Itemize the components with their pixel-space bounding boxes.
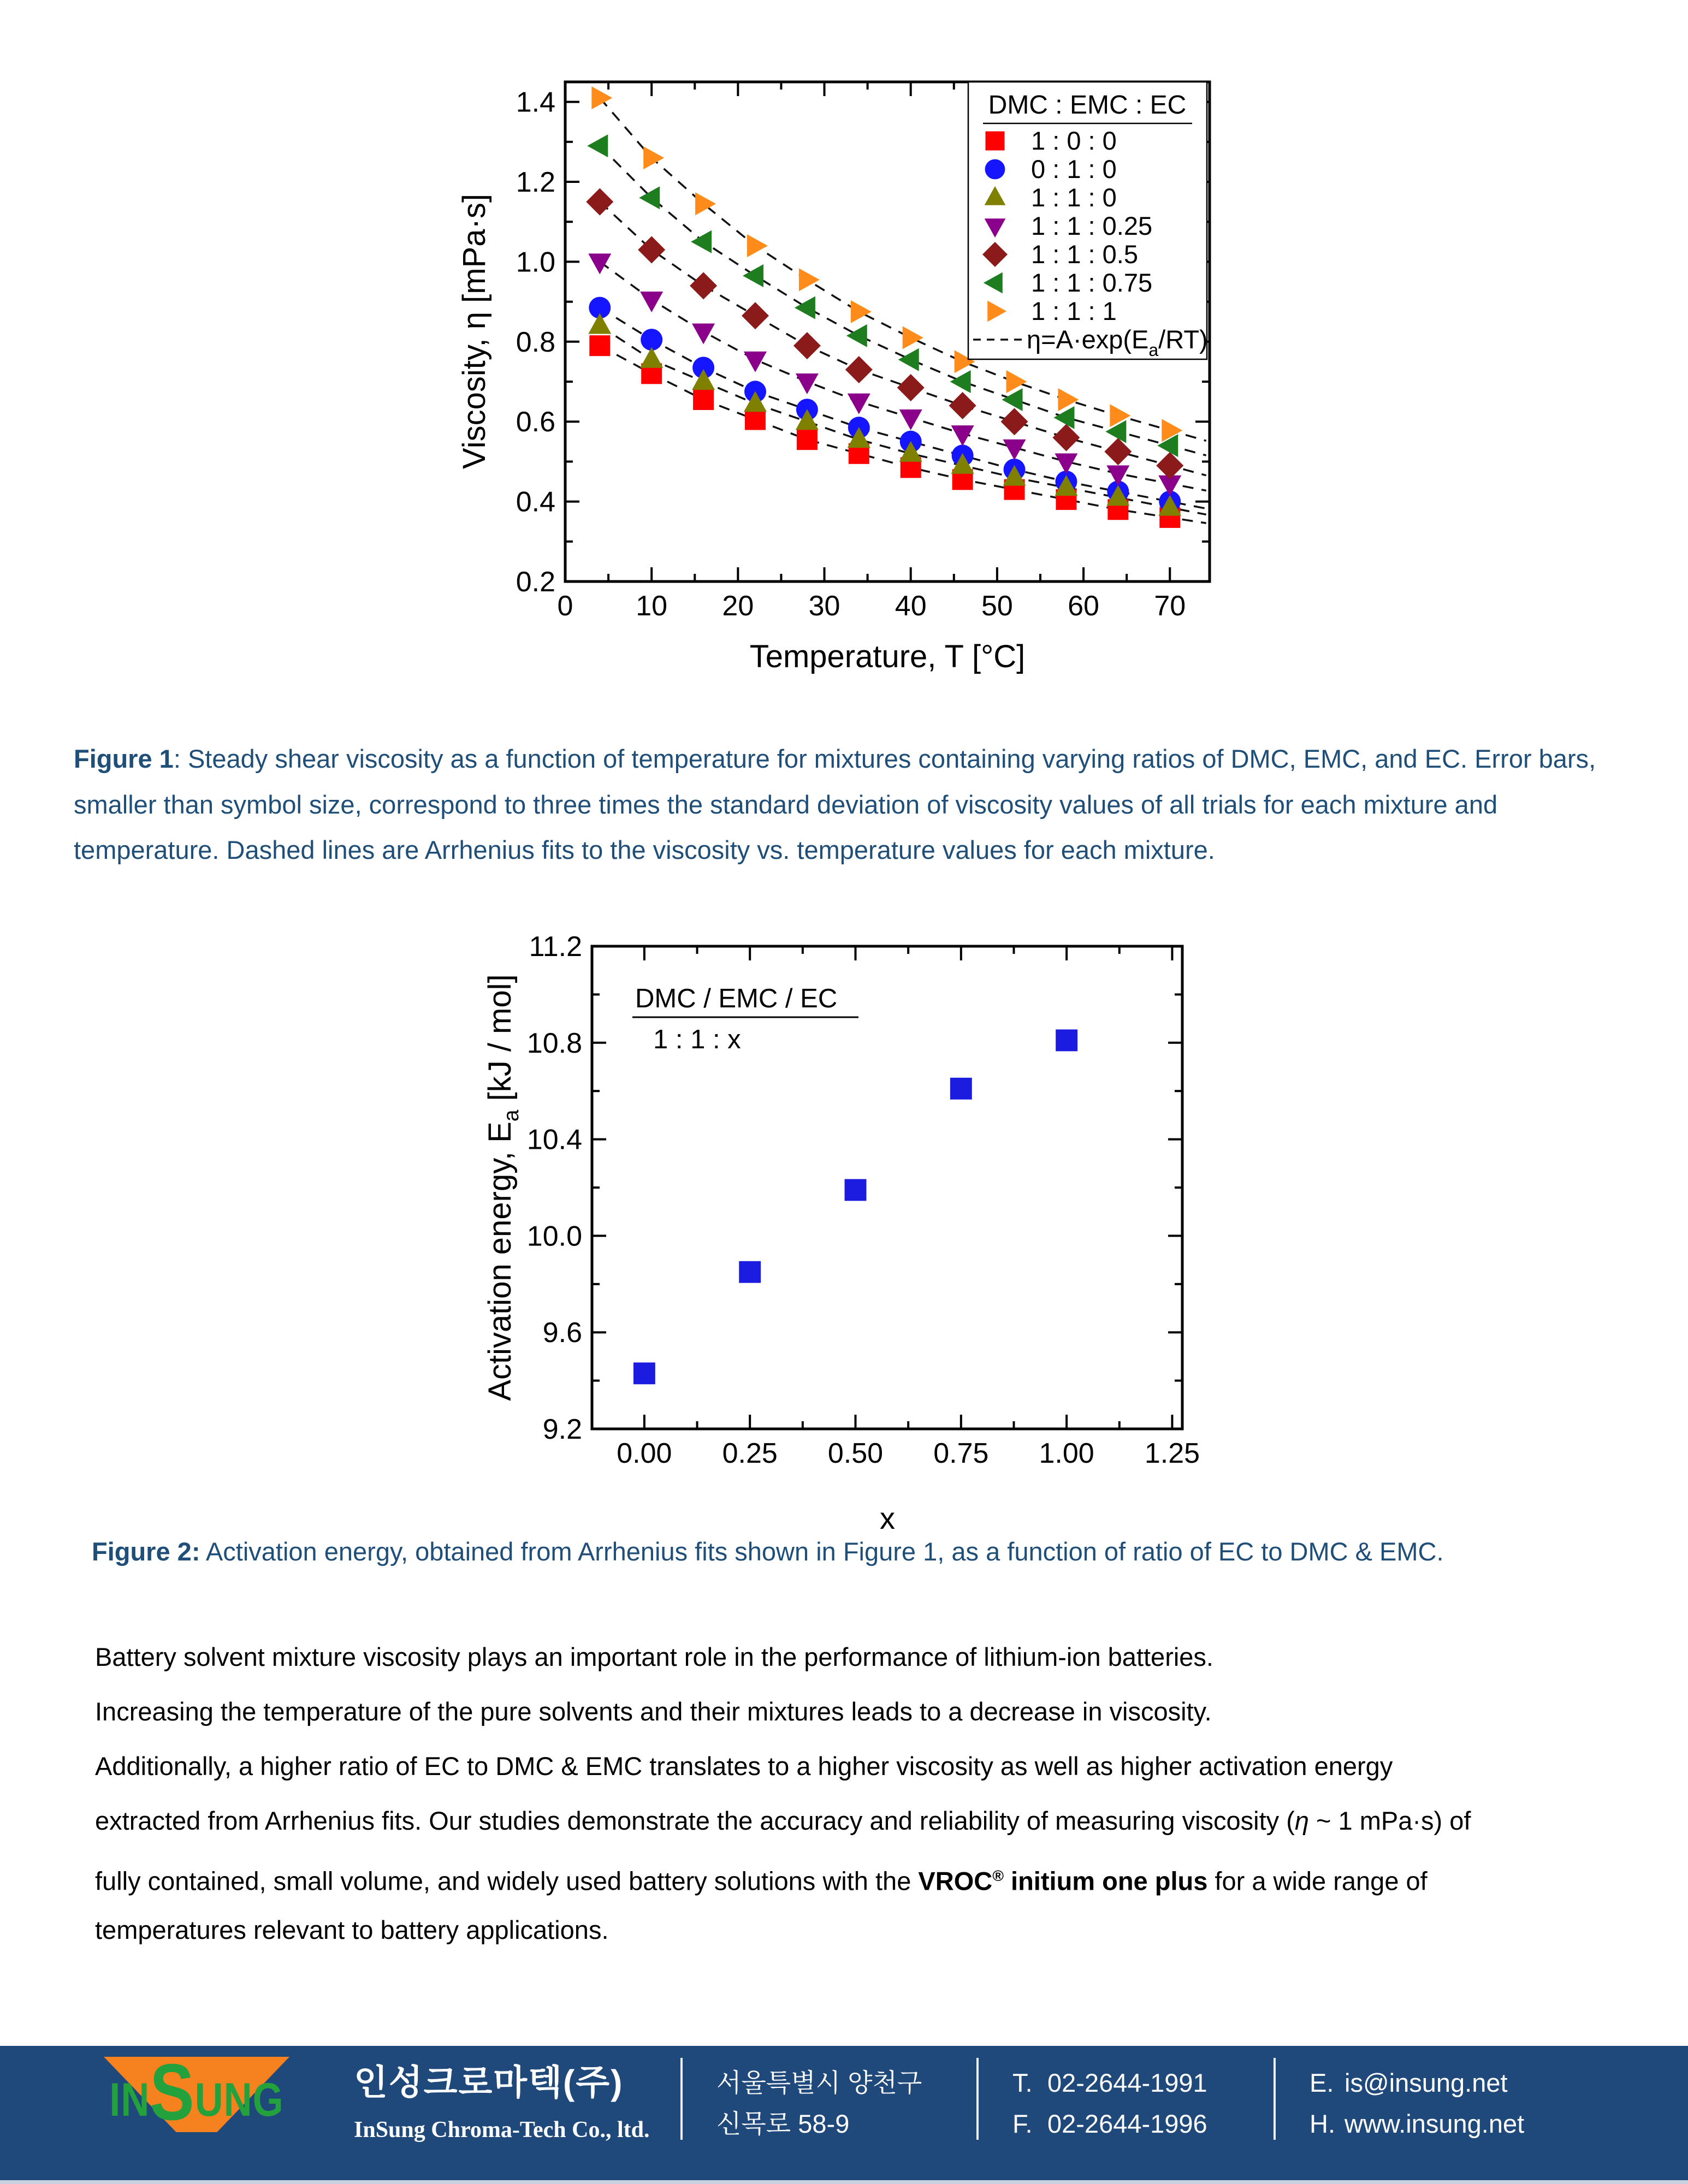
body-line: extracted from Arrhenius fits. Our studies demonstrate the accuracy and reliability of measuring viscosity (η ~ 1 mPa·s) of — [95, 1806, 1471, 1835]
web-label: H. — [1310, 2109, 1335, 2139]
data-point — [1002, 388, 1023, 411]
x-tick-label: 0.25 — [722, 1438, 778, 1469]
footer-bottom-strip — [0, 2180, 1688, 2184]
figure2-plot — [482, 931, 1200, 1535]
y-tick-label: 10.0 — [526, 1220, 582, 1253]
y-tick-label: 0.6 — [516, 406, 555, 438]
data-point — [846, 324, 867, 347]
company-block — [354, 2055, 649, 2143]
x-tick-label: 10 — [636, 590, 668, 622]
data-point — [1156, 452, 1183, 479]
legend-title: DMC : EMC : EC — [988, 91, 1187, 120]
body-line: Increasing the temperature of the pure solvents and their mixtures leads to a decrease in viscosity. — [95, 1697, 1212, 1726]
data-point — [795, 296, 815, 319]
fig2-x-axis-title: x — [880, 1501, 895, 1535]
x-tick-label: 0.50 — [827, 1438, 884, 1469]
y-tick-label: 11.2 — [529, 931, 582, 963]
phone-number: 02-2644-1991 — [1047, 2068, 1207, 2097]
data-point — [589, 335, 610, 356]
data-point — [848, 394, 870, 414]
fig2-annotation-title: DMC / EMC / EC — [635, 984, 838, 1013]
data-point — [744, 352, 767, 372]
data-point — [1106, 465, 1129, 486]
y-tick-label: 1.4 — [516, 86, 555, 118]
data-point — [851, 300, 872, 323]
x-tick-label: 30 — [808, 590, 840, 622]
data-point — [640, 347, 663, 368]
data-point — [950, 1078, 972, 1100]
data-point — [591, 86, 612, 109]
fax-number: 02-2644-1996 — [1047, 2109, 1207, 2139]
address-line-2: 신목로 58-9 — [716, 2109, 850, 2139]
legend-label: 1 : 0 : 0 — [1031, 126, 1117, 155]
y-tick-label: 0.2 — [516, 566, 555, 598]
data-point — [903, 326, 923, 349]
figure2-caption — [92, 1529, 1632, 1575]
y-tick-label: 0.8 — [516, 326, 555, 358]
data-point — [951, 425, 974, 446]
legend-label: 0 : 1 : 0 — [1031, 155, 1117, 183]
x-tick-label: 0 — [557, 590, 573, 622]
data-point — [639, 186, 660, 209]
phone-label: T. — [1012, 2068, 1033, 2097]
figure1-plot — [457, 82, 1210, 674]
body-line: Battery solvent mixture viscosity plays an important role in the performance of lithium-ion batteries. — [95, 1642, 1213, 1671]
footer — [0, 2046, 1688, 2180]
data-point — [797, 429, 818, 450]
body-line: temperatures relevant to battery applications. — [95, 1915, 609, 1944]
footer-divider — [680, 2058, 683, 2140]
data-point — [692, 324, 715, 345]
y-tick-label: 9.2 — [542, 1414, 582, 1445]
data-point — [845, 1179, 867, 1201]
data-point — [693, 389, 714, 410]
data-point — [588, 253, 611, 274]
x-tick-label: 60 — [1068, 590, 1099, 622]
series-1:0:0 — [589, 335, 1180, 528]
data-point — [747, 234, 768, 257]
figure2-caption-label: Figure 2: — [92, 1537, 200, 1566]
email-line — [1310, 2062, 1524, 2103]
fig1-y-axis-title: Viscosity, η [mPa·s] — [457, 194, 492, 469]
legend-label: 1 : 1 : 0.5 — [1031, 240, 1138, 269]
phone-line — [1012, 2062, 1207, 2103]
data-point — [643, 146, 664, 169]
email-label: E. — [1310, 2068, 1334, 2097]
data-point — [743, 264, 763, 287]
body-line: fully contained, small volume, and widely used battery solutions with the VROC® initium one plus for a wide range of — [95, 1866, 1428, 1896]
y-tick-label: 9.6 — [542, 1317, 582, 1349]
email-value: is@insung.net — [1345, 2068, 1508, 2097]
data-point — [1001, 408, 1028, 435]
data-point — [950, 370, 971, 393]
data-point — [986, 132, 1005, 151]
y-tick-label: 0.4 — [516, 486, 555, 518]
x-tick-label: 0.00 — [617, 1438, 672, 1469]
x-tick-label: 70 — [1154, 590, 1186, 622]
web-line — [1310, 2103, 1524, 2144]
data-point — [586, 188, 613, 216]
figure1-caption-text: : Steady shear viscosity as a function of temperature for mixtures containing varying ratios of DMC, EMC, and EC. Error bars, smaller than symbol size, correspond to three times the standard deviation of viscosity values of all trials for each mixture and temperature. Dashed lines are Arrhenius fits to the viscosity vs. temperature values for each mixture. — [74, 744, 1596, 865]
y-tick-label: 10.8 — [526, 1027, 582, 1059]
data-point — [897, 374, 925, 401]
phone-block — [1012, 2062, 1207, 2144]
fig1-x-axis-title: Temperature, T [°C] — [749, 639, 1026, 674]
data-point — [949, 392, 976, 419]
figure1-legend — [968, 82, 1208, 360]
data-point — [1006, 370, 1027, 393]
legend-label: 1 : 1 : 0 — [1031, 183, 1117, 212]
data-point — [1056, 1029, 1077, 1051]
legend-fit-label: $\eta=A\cdot\exp(E_a/RT)$ — [1027, 325, 1208, 360]
footer-divider — [1274, 2058, 1276, 2140]
fig2-y-axis-title: Activation energy, $E_a$ [kJ / mol] — [482, 974, 523, 1401]
fig2-annotation-subtitle: 1 : 1 : x — [653, 1025, 741, 1054]
data-point — [799, 268, 820, 291]
address-block — [716, 2062, 922, 2144]
x-tick-label: 0.75 — [933, 1438, 989, 1469]
body-line: Additionally, a higher ratio of EC to DMC & EMC translates to a higher viscosity as well as higher activation energy — [95, 1752, 1393, 1781]
legend-label: 1 : 1 : 1 — [1031, 296, 1117, 325]
axes-frame — [592, 946, 1182, 1429]
fax-label: F. — [1012, 2109, 1033, 2139]
data-point — [1053, 406, 1074, 429]
x-tick-label: 1.00 — [1039, 1438, 1094, 1469]
x-tick-label: 20 — [722, 590, 754, 622]
company-name-english: InSung Chroma-Tech Co., ltd. — [354, 2117, 650, 2143]
footer-divider — [976, 2058, 979, 2140]
x-tick-label: 50 — [981, 590, 1013, 622]
x-tick-label: 40 — [895, 590, 927, 622]
data-point — [742, 302, 769, 329]
figure1-caption-label: Figure 1 — [74, 744, 174, 773]
body-text — [95, 1630, 1646, 1957]
company-name-korean: 인성크로마텍(주) — [354, 2063, 624, 2102]
fax-line — [1012, 2103, 1207, 2144]
data-point — [899, 410, 922, 430]
series-activation-energy — [633, 1029, 1077, 1384]
data-point — [640, 292, 663, 312]
data-point — [1104, 438, 1132, 465]
data-point — [793, 332, 821, 359]
figure1-caption — [74, 736, 1614, 873]
data-point — [588, 313, 611, 334]
data-point — [1058, 388, 1079, 411]
y-tick-label: 10.4 — [526, 1124, 582, 1156]
figure2-caption-text: Activation energy, obtained from Arrhenius fits shown in Figure 1, as a function of ratio of EC to DMC & EMC. — [200, 1537, 1444, 1566]
insung-logo — [104, 2048, 289, 2152]
legend-label: 1 : 1 : 0.25 — [1031, 211, 1153, 240]
data-point — [633, 1362, 655, 1384]
web-value: www.insung.net — [1345, 2109, 1525, 2139]
address-line-1: 서울특별시 양천구 — [716, 2068, 922, 2097]
logo-wordmark: INSUNG — [109, 2048, 284, 2137]
data-point — [587, 134, 608, 157]
contact-block — [1310, 2062, 1524, 2144]
x-tick-label: 1.25 — [1144, 1438, 1200, 1469]
y-tick-label: 1.2 — [516, 167, 555, 198]
data-point — [898, 348, 919, 371]
data-point — [1052, 424, 1080, 451]
data-point — [739, 1261, 761, 1283]
legend-label: 1 : 1 : 0.75 — [1031, 268, 1153, 297]
data-point — [985, 159, 1005, 180]
data-point — [845, 356, 873, 383]
data-point — [691, 230, 712, 253]
y-tick-label: 1.0 — [516, 246, 555, 278]
data-point — [638, 236, 665, 263]
data-point — [745, 410, 766, 430]
data-point — [690, 272, 717, 299]
